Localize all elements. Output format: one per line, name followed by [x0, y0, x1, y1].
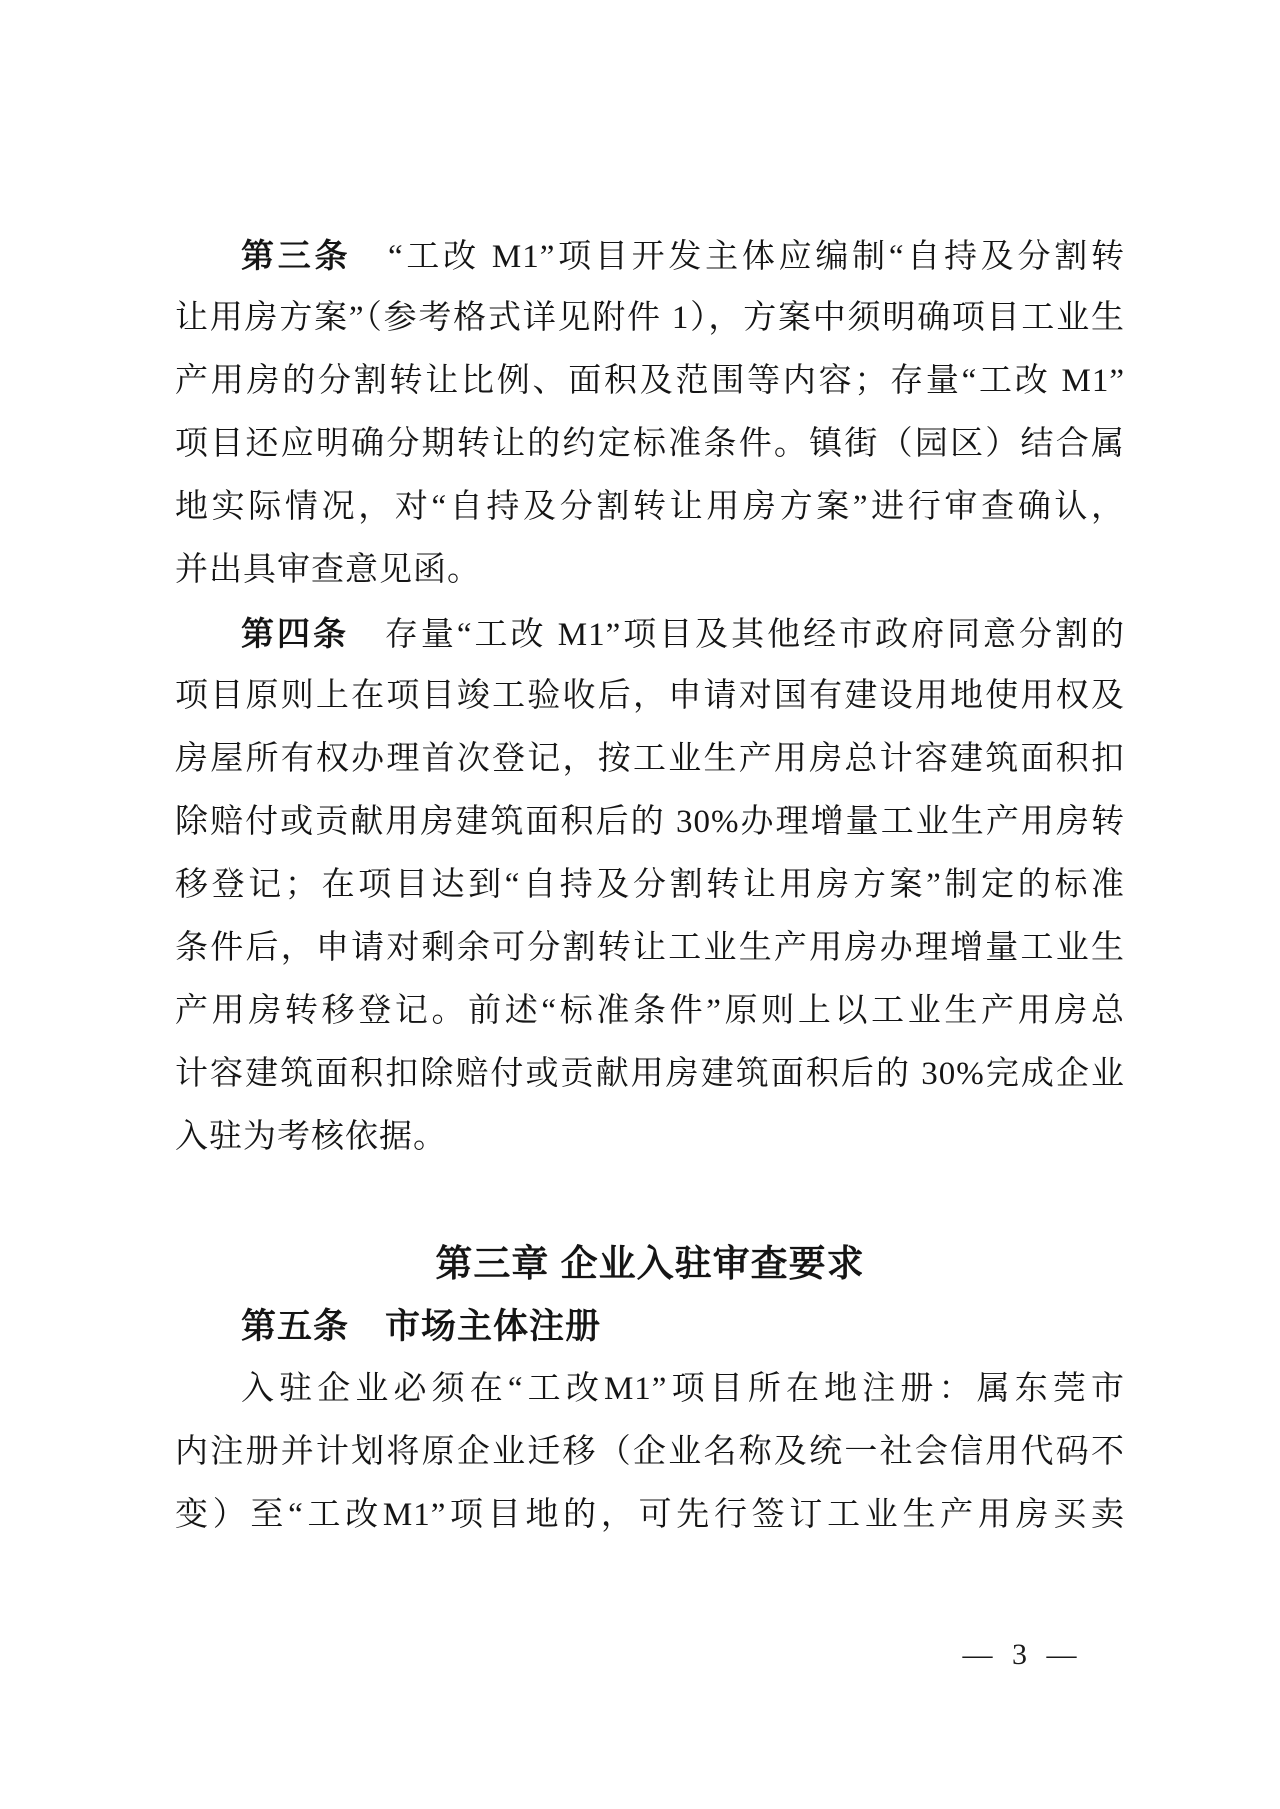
body-text: 计容建筑面积扣除赔付或贡献用房建筑面积后的 30%完成企业 [175, 1056, 1125, 1092]
text-line [175, 1358, 1125, 1421]
bold-text: 第五条 市场主体注册 [241, 1307, 602, 1346]
body-text: 房屋所有权办理首次登记，按工业生产用房总计容建筑面积扣 [175, 741, 1125, 777]
text-line [175, 665, 1125, 728]
body-text: 入驻为考核依据。 [175, 1119, 447, 1155]
body-text: 变）至“工改M1”项目地的，可先行签订工业生产用房买卖 [175, 1497, 1125, 1533]
article-3-paragraph [175, 224, 1125, 602]
text-line [175, 1484, 1125, 1547]
text-line [175, 1232, 1125, 1295]
body-text: 让用房方案”（参考格式详见附件 1），方案中须明确项目工业生 [175, 300, 1125, 336]
text-line [175, 1043, 1125, 1106]
text-line [175, 224, 1125, 287]
bold-text: 第三条 [241, 237, 352, 274]
article-4-paragraph [175, 602, 1125, 1169]
bold-text: 第四条 [241, 615, 349, 652]
body-text: 项目还应明确分期转让的约定标准条件。镇街（园区）结合属 [175, 426, 1125, 462]
text-line [175, 980, 1125, 1043]
text-line [175, 1295, 1125, 1358]
chapter-3-heading [175, 1232, 1125, 1295]
body-text: 存量“工改 M1”项目及其他经市政府同意分割的 [348, 617, 1125, 653]
text-line [175, 854, 1125, 917]
body-text: 产用房的分割转让比例、面积及范围等内容；存量“工改 M1” [175, 363, 1125, 399]
text-line [175, 602, 1125, 665]
text-line [175, 1106, 1125, 1169]
text-line [175, 350, 1125, 413]
article-5-paragraph [175, 1358, 1125, 1547]
document-body [175, 224, 1125, 1547]
body-text: 入驻企业必须在“工改M1”项目所在地注册：属东莞市 [241, 1371, 1125, 1407]
body-text: 除赔付或贡献用房建筑面积后的 30%办理增量工业生产用房转 [175, 804, 1125, 840]
article-5-heading [175, 1295, 1125, 1358]
text-line [175, 287, 1125, 350]
text-line [175, 476, 1125, 539]
text-line [175, 413, 1125, 476]
text-line [175, 791, 1125, 854]
body-text: “工改 M1”项目开发主体应编制“自持及分割转 [351, 239, 1125, 275]
body-text: 产用房转移登记。前述“标准条件”原则上以工业生产用房总 [175, 993, 1125, 1029]
text-line [175, 1421, 1125, 1484]
body-text: 内注册并计划将原企业迁移（企业名称及统一社会信用代码不 [175, 1434, 1125, 1470]
body-text: 移登记；在项目达到“自持及分割转让用房方案”制定的标准 [175, 867, 1125, 903]
body-text: 条件后，申请对剩余可分割转让工业生产用房办理增量工业生 [175, 930, 1125, 966]
text-line [175, 917, 1125, 980]
body-text: 项目原则上在项目竣工验收后，申请对国有建设用地使用权及 [175, 678, 1125, 714]
text-line [175, 728, 1125, 791]
bold-text: 第三章 企业入驻审查要求 [435, 1243, 865, 1284]
body-text: 并出具审查意见函。 [175, 552, 481, 588]
text-line [175, 539, 1125, 602]
body-text: 地实际情况，对“自持及分割转让用房方案”进行审查确认， [175, 489, 1125, 525]
page-number: — 3 — [962, 1638, 1083, 1671]
